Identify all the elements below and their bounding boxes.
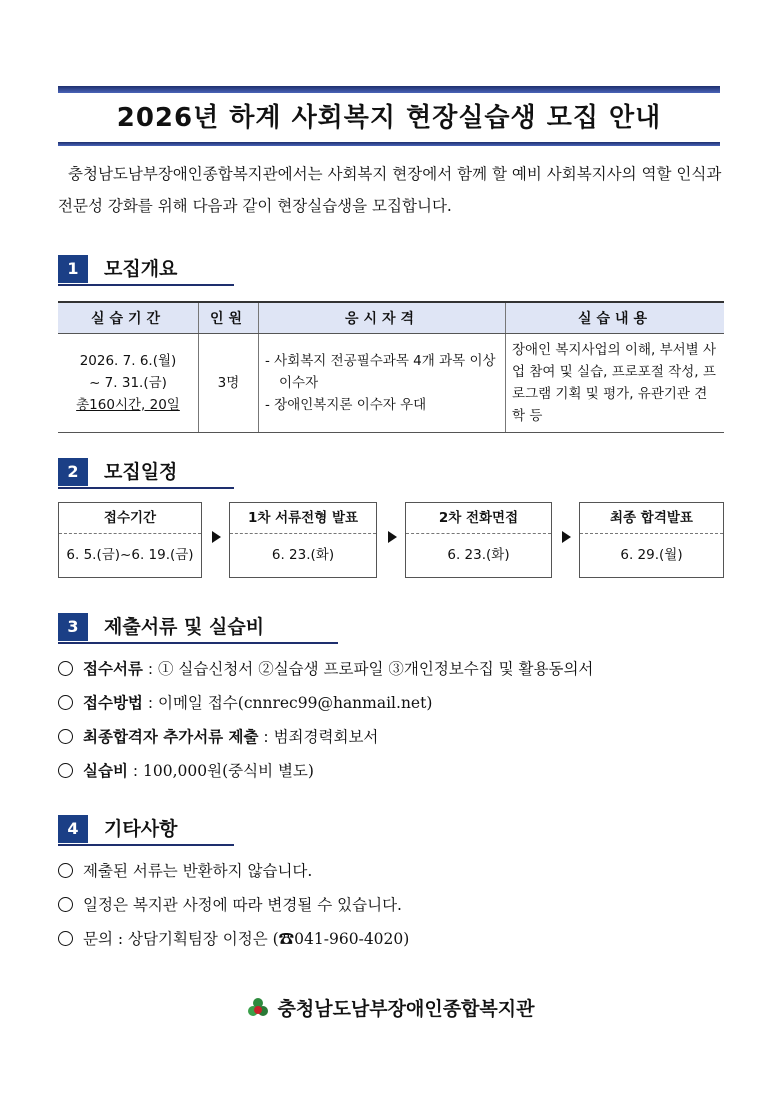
- period-start: 2026. 7. 6.(월): [79, 353, 177, 369]
- section-title: 제출서류 및 실습비: [104, 616, 265, 638]
- section-underline: [58, 844, 234, 846]
- item-separator: :: [127, 762, 143, 780]
- section-underline: [58, 642, 338, 644]
- qualification-item: - 사회복지 전공필수과목 4개 과목 이상 이수자: [265, 353, 496, 391]
- circle-bullet-icon: [58, 661, 73, 676]
- schedule-step: [229, 502, 377, 578]
- header-period: 실습기간: [58, 302, 199, 334]
- qualification-item: - 장애인복지론 이수자 우대: [265, 397, 427, 413]
- circle-bullet-icon: [58, 729, 73, 744]
- item-label: 접수서류: [83, 660, 143, 678]
- overview-table: [58, 301, 724, 433]
- list-item: [58, 922, 728, 956]
- title-bottom-bar: [58, 142, 720, 146]
- step-label: 2차 전화면접: [406, 503, 551, 534]
- step-date: 6. 23.(화): [447, 547, 510, 563]
- footer: [0, 994, 780, 1021]
- step-label: 최종 합격발표: [580, 503, 723, 534]
- item-separator: :: [142, 660, 158, 678]
- period-total: 총160시간, 20일: [76, 397, 180, 413]
- arrow-right-icon: [212, 531, 221, 543]
- organization-logo-icon: [246, 996, 270, 1020]
- item-text: 문의 : 상담기획팀장 이정은 (☎041-960-4020): [83, 930, 410, 948]
- item-text: 제출된 서류는 반환하지 않습니다.: [83, 862, 313, 880]
- circle-bullet-icon: [58, 931, 73, 946]
- intro-paragraph: 충청남도남부장애인종합복지관에서는 사회복지 현장에서 함께 할 예비 사회복지사의 역할 인식과 전문성 강화를 위해 다음과 같이 현장실습생을 모집합니다.: [58, 165, 722, 215]
- list-item: [58, 720, 728, 754]
- count-cell: 3명: [199, 334, 259, 433]
- section-title: 모집일정: [104, 461, 178, 483]
- list-item: [58, 652, 728, 686]
- circle-bullet-icon: [58, 897, 73, 912]
- item-text: 이메일 접수(cnnrec99@hanmail.net): [157, 694, 433, 712]
- section-underline: [58, 487, 234, 489]
- step-date: 6. 23.(화): [271, 547, 335, 563]
- section-number: 1: [58, 255, 88, 283]
- step-date: 6. 29.(월): [620, 547, 683, 563]
- section-title: 모집개요: [104, 258, 178, 280]
- table-row: [58, 334, 724, 433]
- item-separator: :: [258, 728, 274, 746]
- section-underline: [58, 284, 234, 286]
- circle-bullet-icon: [58, 863, 73, 878]
- item-label: 접수방법: [83, 694, 143, 712]
- content-cell: 장애인 복지사업의 이해, 부서별 사업 참여 및 실습, 프로포절 작성, 프로그램 기획 및 평가, 유관기관 견학 등: [506, 334, 725, 433]
- arrow-right-icon: [388, 531, 397, 543]
- item-label: 실습비: [83, 762, 128, 780]
- period-cell: [58, 334, 199, 433]
- circle-bullet-icon: [58, 763, 73, 778]
- item-text: 일정은 복지관 사정에 따라 변경될 수 있습니다.: [83, 896, 402, 914]
- item-separator: :: [142, 694, 158, 712]
- step-label: 접수기간: [59, 503, 201, 534]
- step-label: 1차 서류전형 발표: [230, 503, 376, 534]
- qualification-cell: [259, 334, 506, 433]
- item-text: ① 실습신청서 ②실습생 프로파일 ③개인정보수집 및 활용동의서: [157, 660, 594, 678]
- section-number: 4: [58, 815, 88, 843]
- circle-bullet-icon: [58, 695, 73, 710]
- schedule-step: [579, 502, 724, 578]
- header-count: 인원: [199, 302, 259, 334]
- step-date: 6. 5.(금)~6. 19.(금): [66, 547, 194, 563]
- schedule-step: [405, 502, 552, 578]
- header-content: 실습내용: [506, 302, 725, 334]
- section-title: 기타사항: [104, 818, 178, 840]
- list-item: [58, 854, 728, 888]
- title-top-bar: [58, 86, 720, 93]
- list-item: [58, 888, 728, 922]
- section-number: 2: [58, 458, 88, 486]
- item-text: 100,000원(중식비 별도): [143, 762, 314, 780]
- etc-list: [58, 854, 728, 956]
- list-item: [58, 686, 728, 720]
- item-label: 최종합격자 추가서류 제출: [83, 728, 259, 746]
- period-end: ~ 7. 31.(금): [89, 375, 167, 391]
- arrow-right-icon: [562, 531, 571, 543]
- page-title: 2026년 하계 사회복지 현장실습생 모집 안내: [116, 103, 662, 133]
- list-item: [58, 754, 728, 788]
- header-qualification: 응시자격: [259, 302, 506, 334]
- schedule-step: [58, 502, 202, 578]
- documents-list: [58, 652, 728, 788]
- section-number: 3: [58, 613, 88, 641]
- item-text: 범죄경력회보서: [273, 728, 379, 746]
- organization-name: 충청남도남부장애인종합복지관: [277, 998, 535, 1020]
